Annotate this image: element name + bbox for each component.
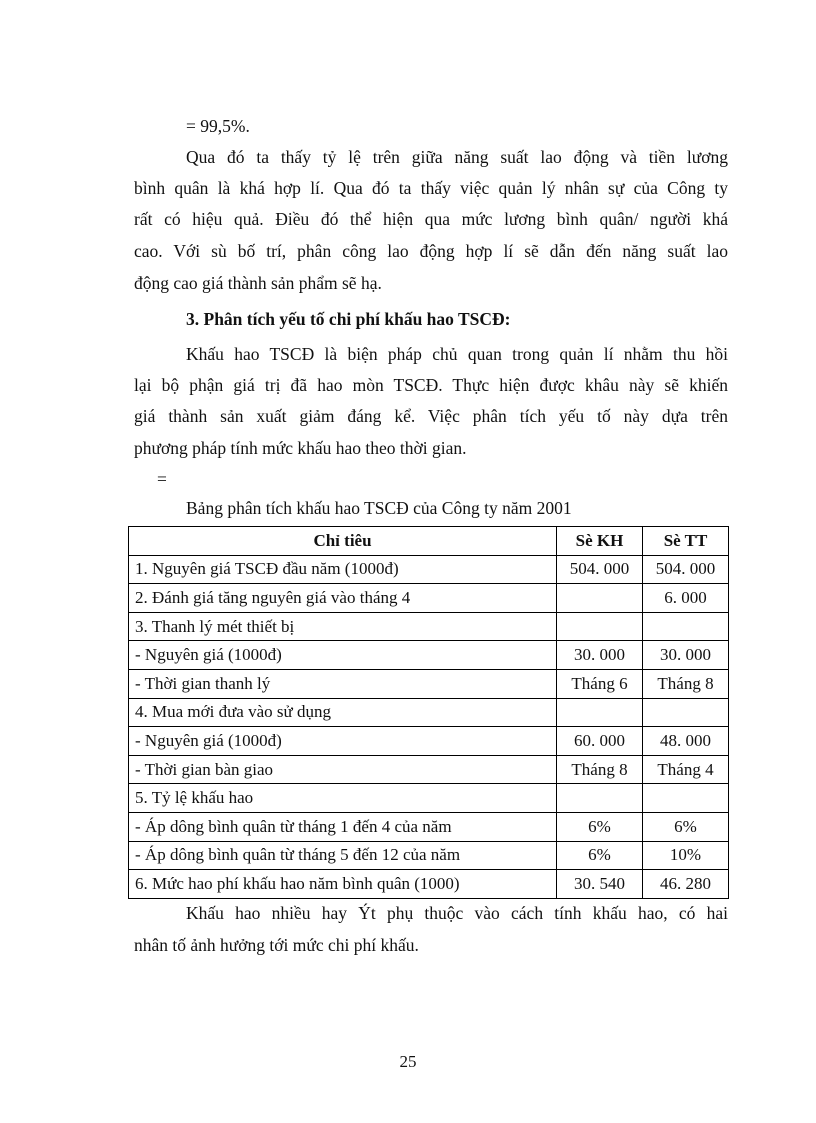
table-cell	[557, 698, 643, 727]
equals-sign: =	[157, 469, 167, 489]
table-cell: 6. 000	[643, 584, 729, 613]
table-row	[129, 870, 729, 899]
table-row	[129, 584, 729, 613]
table-cell	[643, 784, 729, 813]
table-cell: Tháng 8	[643, 669, 729, 698]
header-cell: Sè KH	[557, 527, 643, 556]
paragraph-line: nhân tố ảnh hưởng tới mức chi phí khấu.	[134, 935, 419, 955]
table-cell: - Thời gian thanh lý	[129, 669, 557, 698]
table-cell: - Nguyên giá (1000đ)	[129, 641, 557, 670]
paragraph-line: cao. Với sù bố trí, phân công lao động hợp lí sẽ dẫn đến năng suất lao	[134, 241, 728, 261]
paragraph-line: Qua đó ta thấy tỷ lệ trên giữa năng suất lao động và tiền lương	[186, 147, 728, 167]
table-cell: Tháng 4	[643, 755, 729, 784]
paragraph-line: giá thành sản xuất giảm đáng kể. Việc phân tích yếu tố này dựa trên	[134, 406, 728, 426]
table-row	[129, 812, 729, 841]
table-cell: 4. Mua mới đưa vào sử dụng	[129, 698, 557, 727]
table-cell: 30. 000	[643, 641, 729, 670]
table-cell: 46. 280	[643, 870, 729, 899]
table-row	[129, 555, 729, 584]
table-cell: 60. 000	[557, 727, 643, 756]
paragraph-line: Khấu hao TSCĐ là biện pháp chủ quan trong quản lí nhằm thu hồi	[186, 344, 728, 364]
table-cell: 504. 000	[557, 555, 643, 584]
paragraph-line: động cao giá thành sản phẩm sẽ hạ.	[134, 273, 382, 293]
table-caption: Bảng phân tích khấu hao TSCĐ của Công ty năm 2001	[186, 498, 572, 518]
depreciation-table	[128, 526, 729, 899]
table-row	[129, 784, 729, 813]
paragraph-line: phương pháp tính mức khấu hao theo thời gian.	[134, 438, 467, 458]
table-cell	[643, 612, 729, 641]
table-cell: - Áp dông bình quân từ tháng 1 đến 4 của năm	[129, 812, 557, 841]
table-cell: 5. Tỷ lệ khấu hao	[129, 784, 557, 813]
table-row	[129, 727, 729, 756]
page-number: 25	[399, 1052, 417, 1071]
table-cell: 30. 540	[557, 870, 643, 899]
table-row	[129, 612, 729, 641]
table-row	[129, 841, 729, 870]
table-row	[129, 755, 729, 784]
table-cell: Tháng 8	[557, 755, 643, 784]
table-cell: 6%	[557, 841, 643, 870]
table-cell: 1. Nguyên giá TSCĐ đầu năm (1000đ)	[129, 555, 557, 584]
paragraph-line: rất có hiệu quả. Điều đó thể hiện qua mức lương bình quân/ người khá	[134, 209, 728, 229]
table-cell: - Thời gian bàn giao	[129, 755, 557, 784]
table-cell: - Áp dông bình quân từ tháng 5 đến 12 của năm	[129, 841, 557, 870]
table-row	[129, 698, 729, 727]
table-cell: 10%	[643, 841, 729, 870]
table-cell: 6%	[557, 812, 643, 841]
table-cell: Tháng 6	[557, 669, 643, 698]
table-cell	[557, 584, 643, 613]
section-heading: 3. Phân tích yếu tố chi phí khấu hao TSCĐ:	[186, 309, 511, 329]
table-cell: 30. 000	[557, 641, 643, 670]
table-row	[129, 669, 729, 698]
table-cell: 48. 000	[643, 727, 729, 756]
table-cell: 504. 000	[643, 555, 729, 584]
table-cell: 6. Mức hao phí khấu hao năm bình quân (1000)	[129, 870, 557, 899]
table-cell	[557, 784, 643, 813]
header-cell: Sè TT	[643, 527, 729, 556]
header-cell: Chỉ tiêu	[129, 527, 557, 556]
paragraph-line: bình quân là khá hợp lí. Qua đó ta thấy việc quản lý nhân sự của Công ty	[134, 178, 728, 198]
table-cell: 6%	[643, 812, 729, 841]
table-cell: 3. Thanh lý mét thiết bị	[129, 612, 557, 641]
table-header-row	[129, 527, 729, 556]
table-cell	[643, 698, 729, 727]
table-cell: - Nguyên giá (1000đ)	[129, 727, 557, 756]
paragraph-line: Khấu hao nhiều hay Ýt phụ thuộc vào cách tính khấu hao, có hai	[186, 903, 728, 923]
equation-result: = 99,5%.	[186, 116, 250, 136]
table-cell: 2. Đánh giá tăng nguyên giá vào tháng 4	[129, 584, 557, 613]
paragraph-line: lại bộ phận giá trị đã hao mòn TSCĐ. Thực hiện được khâu này sẽ khiến	[134, 375, 728, 395]
table-row	[129, 641, 729, 670]
table-cell	[557, 612, 643, 641]
